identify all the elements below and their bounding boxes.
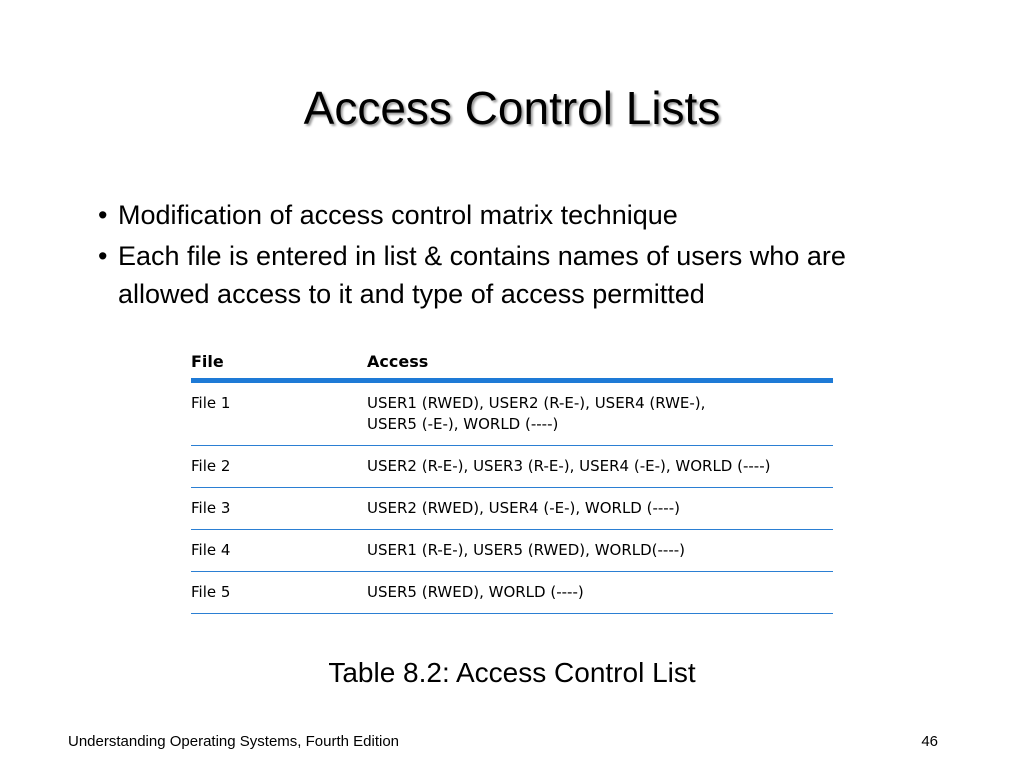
access-line: USER5 (RWED), WORLD (----)	[367, 583, 584, 601]
slide-title: Access Control Lists	[303, 82, 721, 134]
table-row	[191, 381, 833, 446]
table-header-row	[191, 344, 833, 381]
access-cell	[367, 446, 833, 488]
table-row	[191, 446, 833, 488]
bullet-text: Modification of access control matrix technique	[118, 200, 678, 230]
file-cell: File 3	[191, 488, 367, 530]
file-cell: File 1	[191, 381, 367, 446]
column-header-access: Access	[367, 344, 833, 381]
access-line: USER2 (RWED), USER4 (-E-), WORLD (----)	[367, 499, 680, 517]
access-cell	[367, 572, 833, 614]
access-control-table	[191, 344, 833, 614]
bullet-dot: •	[98, 241, 108, 271]
access-line: USER5 (-E-), WORLD (----)	[367, 415, 559, 433]
access-line: USER1 (R-E-), USER5 (RWED), WORLD(----)	[367, 541, 686, 559]
table-row	[191, 488, 833, 530]
access-cell	[367, 530, 833, 572]
bullet-text: Each file is entered in list & contains names of users who are allowed access to it and type of access permitted	[118, 241, 846, 309]
bullet-dot: •	[98, 200, 108, 230]
access-line: USER1 (RWED), USER2 (R-E-), USER4 (RWE-),	[367, 394, 706, 412]
access-cell	[367, 488, 833, 530]
bullet-item	[98, 196, 938, 234]
table-row	[191, 572, 833, 614]
table-caption: Table 8.2: Access Control List	[328, 657, 696, 688]
file-cell: File 2	[191, 446, 367, 488]
table-row	[191, 530, 833, 572]
footer-book-title: Understanding Operating Systems, Fourth Edition	[68, 733, 400, 750]
bullet-item	[98, 237, 938, 313]
bullet-list	[98, 196, 938, 316]
file-cell: File 4	[191, 530, 367, 572]
access-line: USER2 (R-E-), USER3 (R-E-), USER4 (-E-), WORLD (----)	[367, 457, 771, 475]
file-cell: File 5	[191, 572, 367, 614]
column-header-file: File	[191, 344, 367, 381]
page-number: 46	[921, 733, 938, 750]
access-cell	[367, 381, 833, 446]
